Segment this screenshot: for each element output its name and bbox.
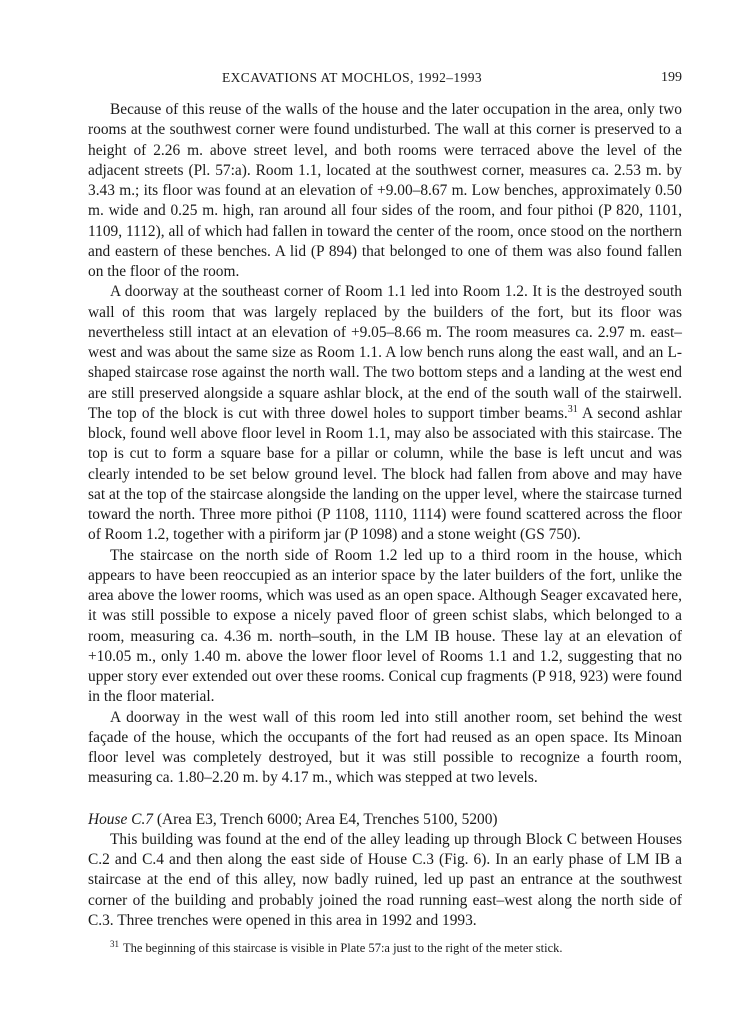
footnote-number: 31 <box>110 938 119 949</box>
paragraph-room-1-2-continued: A second ashlar block, found well above floor level in Room 1.1, may also be associated with this staircase. The top is cut to form a square base for a pillar or column, while the base is left uncut and was clearly intended to be set below ground level. The block had fallen from above and may have sat at the top of the staircase alongside the landing on the upper level, where the staircase turned toward the north. Three more pithoi (P 1108, 1110, 1114) were found scattered across the floor of Room 1.2, together with a piriform jar (P 1098) and a stone weight (GS 750). <box>88 404 682 544</box>
section-heading-house-c7 <box>88 810 682 830</box>
running-header <box>88 70 682 90</box>
running-title: EXCAVATIONS AT MOCHLOS, 1992–1993 <box>222 70 482 85</box>
footnote-reference: 31 <box>567 403 578 415</box>
paragraph-fourth-room: A doorway in the west wall of this room led into still another room, set behind the west façade of the house, which the occupants of the fort had reused as an open space. Its Minoan floor level was completely destroyed, but it was still possible to recognize a fourth room, measuring ca. 1.80–2.20 m. by 4.17 m., which was stepped at two levels. <box>88 708 682 787</box>
section-heading-title: House C.7 <box>88 810 153 828</box>
paragraph-staircase-third-room: The staircase on the north side of Room 1.2 led up to a third room in the house, which appears to have been reoccupied as an interior space by the later builders of the fort, unlike the area above the lower rooms, which was used as an open space. Although Seager excavated here, it was still possible to expose a nicely paved floor of green schist slabs, which belonged to a room, measuring ca. 4.36 m. north–south, in the LM IB house. These lay at an elevation of +10.05 m., only 1.40 m. above the lower floor level of Rooms 1.1 and 1.2, suggesting that no upper story ever extended out over these rooms. Conical cup fragments (P 918, 923) were found in the floor material. <box>88 546 682 706</box>
footnote-text: The beginning of this staircase is visible in Plate 57:a just to the right of the meter stick. <box>123 941 563 955</box>
footnote <box>88 940 682 956</box>
paragraph-room-1-2-text: A doorway at the southeast corner of Room 1.1 led into Room 1.2. It is the destroyed south wall of this room that was largely replaced by the builders of the fort, but its floor was nevertheless still intact at an elevation of +9.05–8.66 m. The room measures ca. 2.97 m. east–west and was about the same size as Room 1.1. A low bench runs along the east wall, and an L-shaped staircase rose against the north wall. The two bottom steps and a landing at the west end are still preserved alongside a square ashlar block, at the end of the south wall of the stairwell. The top of the block is cut with three dowel holes to support timber beams. <box>88 283 682 422</box>
body-text <box>88 100 682 931</box>
section-heading-location: (Area E3, Trench 6000; Area E4, Trenches 5100, 5200) <box>156 810 498 828</box>
page-number: 199 <box>661 70 682 85</box>
paragraph-reuse-of-walls: Because of this reuse of the walls of the house and the later occupation in the area, only two rooms at the southwest corner were found undisturbed. The wall at this corner is preserved to a height of 2.26 m. above street level, and both rooms were terraced above the level of the adjacent streets (Pl. 57:a). Room 1.1, located at the southwest corner, measures ca. 2.53 m. by 3.43 m.; its floor was found at an elevation of +9.00–8.67 m. Low benches, approximately 0.50 m. wide and 0.25 m. high, ran around all four sides of the room, and four pithoi (P 820, 1101, 1109, 1112), all of which had fallen in toward the center of the room, once stood on the northern and eastern of these benches. A lid (P 894) that belonged to one of them was also found fallen on the floor of the room. <box>88 101 682 280</box>
paragraph-room-1-2 <box>88 282 682 545</box>
paragraph-house-c7: This building was found at the end of the alley leading up through Block C between Houses C.2 and C.4 and then along the east side of House C.3 (Fig. 6). In an early phase of LM IB a staircase at the end of this alley, now badly ruined, led up past an entrance at the southwest corner of the building and probably joined the road running east–west along the north side of C.3. Three trenches were opened in this area in 1992 and 1993. <box>88 830 682 929</box>
